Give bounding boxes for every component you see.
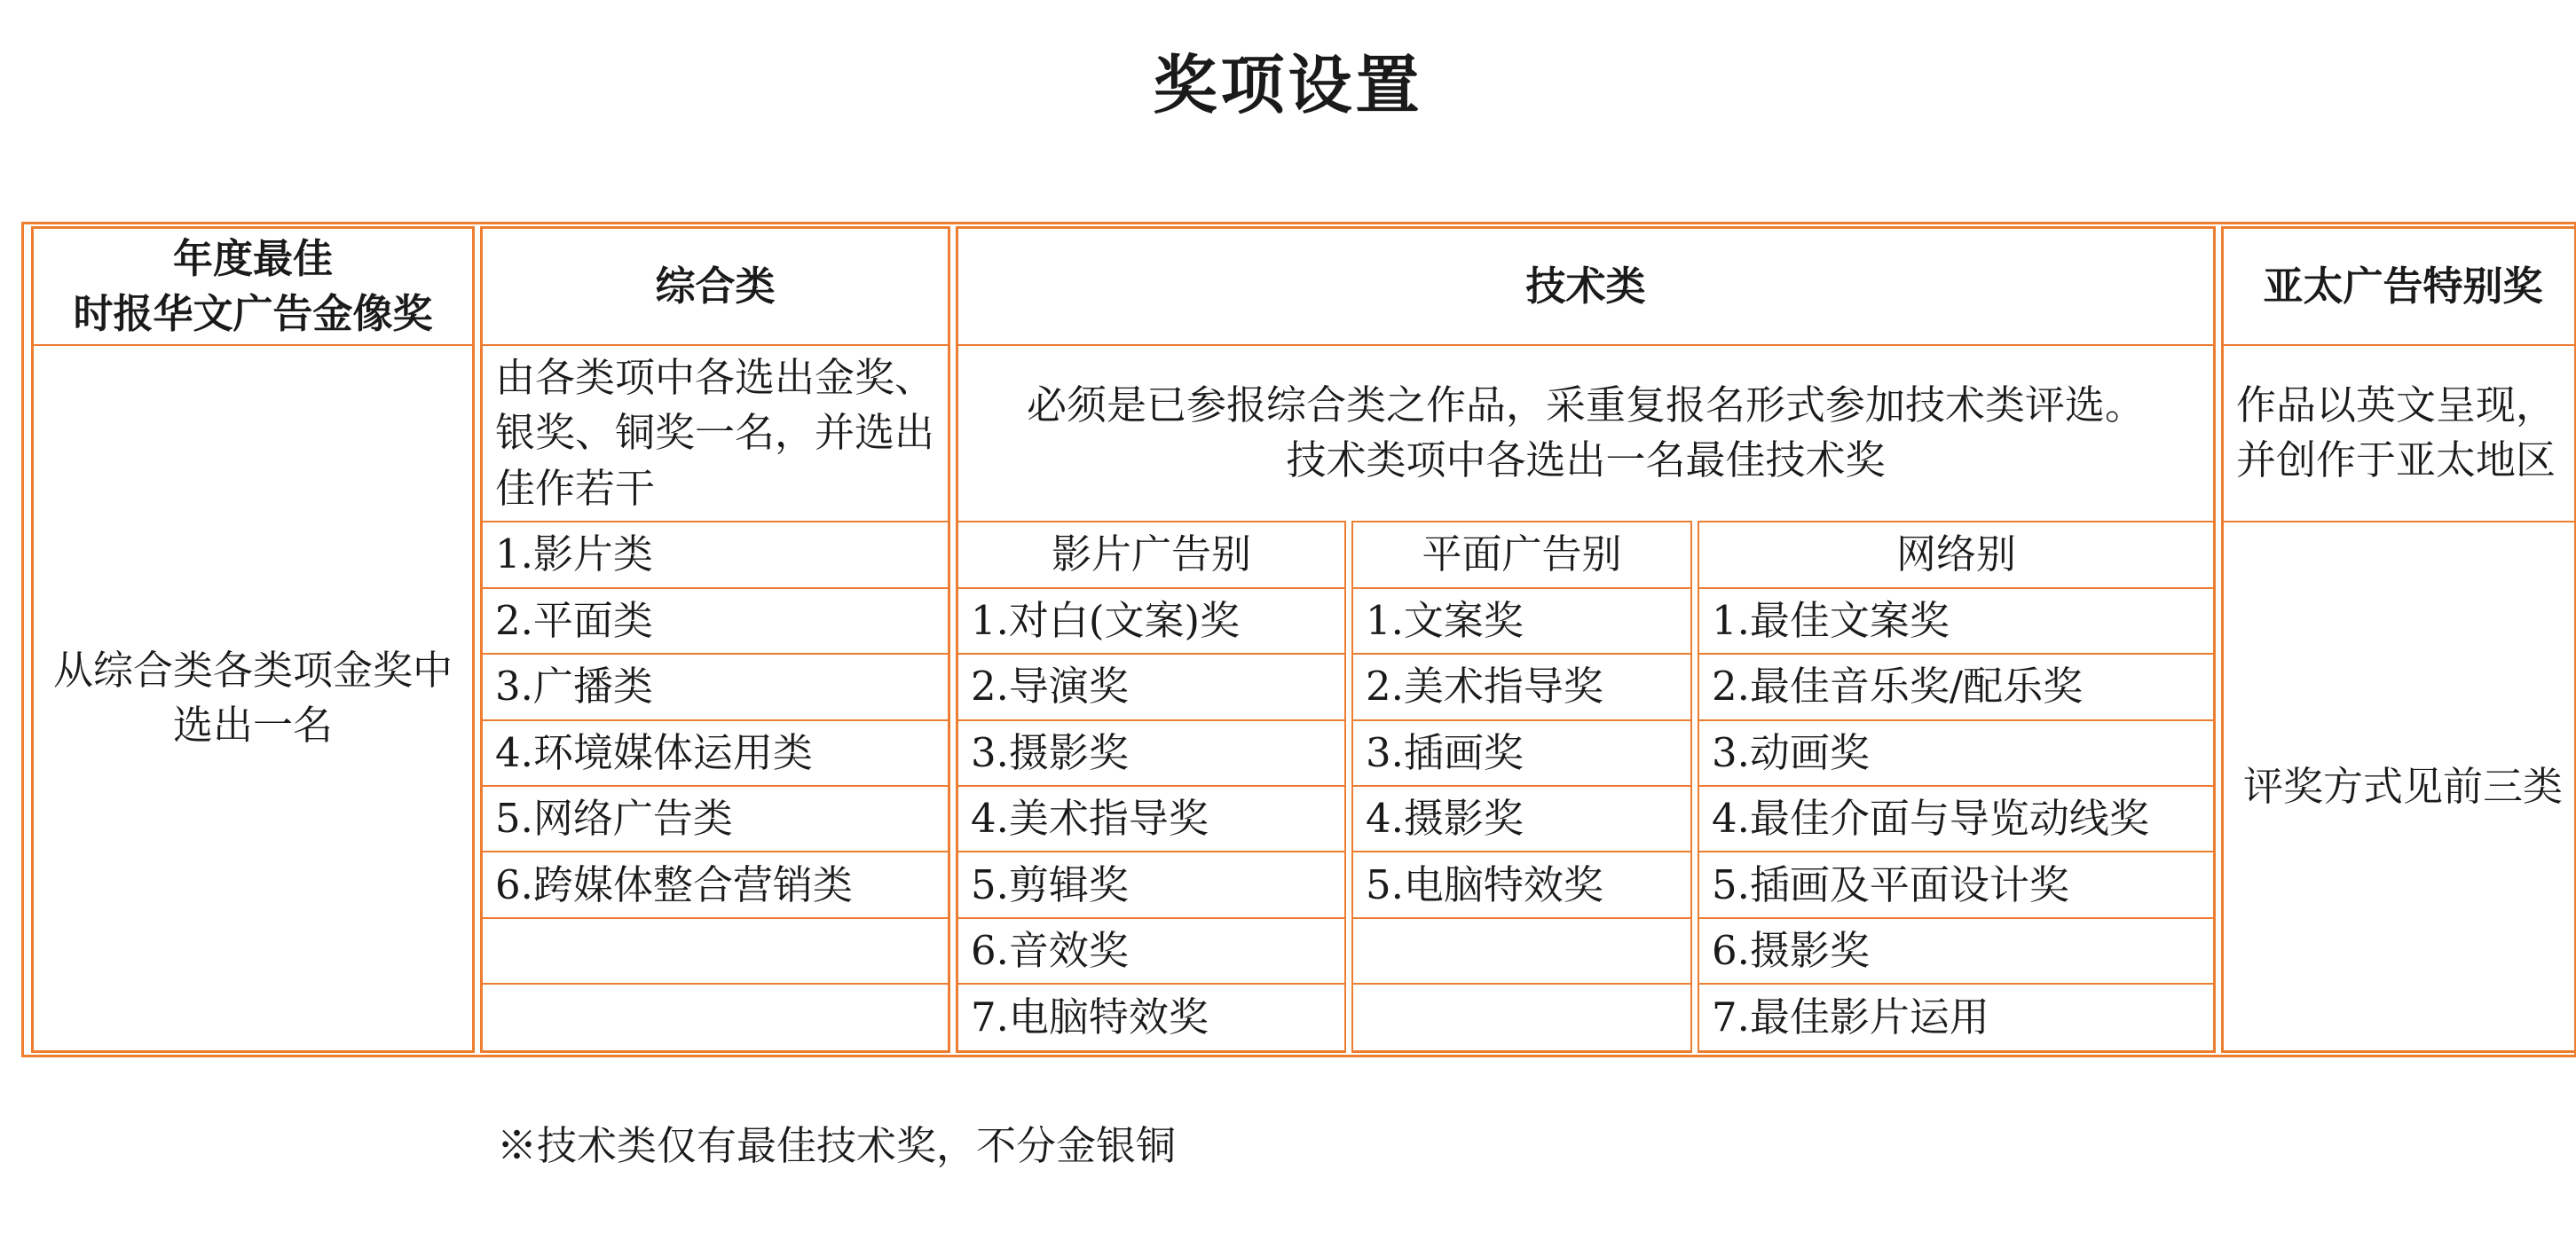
film-award: 5.剪辑奖 — [956, 851, 1346, 916]
web-award: 1.最佳文案奖 — [1698, 587, 2216, 653]
technical-description: 必须是已参报综合类之作品，采重复报名形式参加技术类评选。 技术类项中各选出一名最佳技术奖 — [956, 344, 2216, 521]
comprehensive-item: 3.广播类 — [480, 653, 950, 719]
film-award: 4.美术指导奖 — [956, 785, 1346, 851]
web-award: 4.最佳介面与导览动线奖 — [1698, 785, 2216, 851]
apac-description: 作品以英文呈现， 并创作于亚太地区 — [2221, 344, 2576, 521]
subheader-film: 影片广告别 — [956, 521, 1346, 586]
print-award: 2.美术指导奖 — [1351, 653, 1692, 719]
comprehensive-item-empty — [480, 917, 950, 983]
film-award: 7.电脑特效奖 — [956, 983, 1346, 1053]
film-award: 1.对白(文案)奖 — [956, 587, 1346, 653]
web-award: 5.插画及平面设计奖 — [1698, 851, 2216, 916]
web-award: 7.最佳影片运用 — [1698, 983, 2216, 1053]
print-award-empty — [1351, 917, 1692, 983]
print-award: 1.文案奖 — [1351, 587, 1692, 653]
comprehensive-description: 由各类项中各选出金奖、 银奖、铜奖一名，并选出 佳作若干 — [480, 344, 950, 521]
comprehensive-item-empty — [480, 983, 950, 1053]
film-award: 6.音效奖 — [956, 917, 1346, 983]
comprehensive-item: 4.环境媒体运用类 — [480, 719, 950, 785]
header-apac-special: 亚太广告特别奖 — [2221, 226, 2576, 344]
subheader-web: 网络别 — [1698, 521, 2216, 586]
subheader-print: 平面广告别 — [1351, 521, 1692, 586]
header-comprehensive: 综合类 — [480, 226, 950, 344]
print-award-empty — [1351, 983, 1692, 1053]
page-title: 奖项设置 — [1153, 47, 1423, 122]
comprehensive-item: 5.网络广告类 — [480, 785, 950, 851]
web-award: 6.摄影奖 — [1698, 917, 2216, 983]
awards-table — [26, 226, 2576, 1053]
print-award: 5.电脑特效奖 — [1351, 851, 1692, 916]
web-award: 2.最佳音乐奖/配乐奖 — [1698, 653, 2216, 719]
comprehensive-item: 2.平面类 — [480, 587, 950, 653]
print-award: 4.摄影奖 — [1351, 785, 1692, 851]
web-award: 3.动画奖 — [1698, 719, 2216, 785]
print-award: 3.插画奖 — [1351, 719, 1692, 785]
header-technical: 技术类 — [956, 226, 2216, 344]
comprehensive-item: 1.影片类 — [480, 521, 950, 586]
comprehensive-item: 6.跨媒体整合营销类 — [480, 851, 950, 916]
film-award: 2.导演奖 — [956, 653, 1346, 719]
apac-method: 评奖方式见前三类 — [2221, 521, 2576, 1053]
header-annual-best: 年度最佳 时报华文广告金像奖 — [31, 226, 475, 344]
annual-description: 从综合类各类项金奖中 选出一名 — [31, 344, 475, 1053]
film-award: 3.摄影奖 — [956, 719, 1346, 785]
footnote: ※技术类仅有最佳技术奖，不分金银铜 — [497, 1122, 1177, 1169]
